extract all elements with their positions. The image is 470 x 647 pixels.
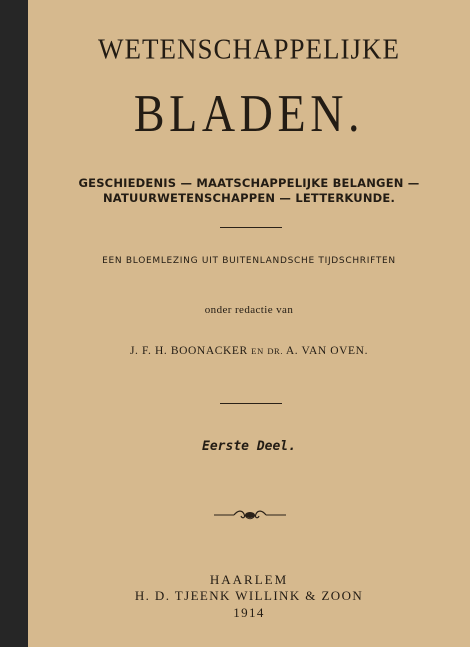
editors-intro: onder redactie van <box>204 304 294 316</box>
imprint-publisher: H. D. TJEENK WILLINK & ZOON <box>134 588 364 603</box>
editors-line <box>28 345 470 357</box>
divider-rule-top <box>220 227 282 228</box>
editor-first: J. F. H. BOONACKER <box>129 345 248 357</box>
editor-second: A. VAN OVEN. <box>285 345 369 357</box>
book-spine-edge <box>0 0 28 647</box>
subjects-line-2: NATUURWETENSCHAPPEN — LETTERKUNDE. <box>102 191 396 205</box>
editor-title-dr: DR. <box>267 346 284 356</box>
volume-label: Eerste Deel. <box>202 439 296 454</box>
anthology-subtitle: EEN BLOEMLEZING UIT BUITENLANDSCHE TIJDSCHRIFTEN <box>102 256 396 266</box>
title-line-1: WETENSCHAPPELIJKE <box>98 33 400 65</box>
ornament-flourish-icon <box>212 507 288 523</box>
editors-conjunction: EN <box>251 346 264 356</box>
title-line-2: BLADEN. <box>133 83 365 143</box>
divider-rule-middle <box>220 403 282 404</box>
imprint-year: 1914 <box>233 605 265 620</box>
imprint-city: HAARLEM <box>209 572 289 587</box>
title-page-content <box>28 0 470 647</box>
subjects-line-1: GESCHIEDENIS — MAATSCHAPPELIJKE BELANGEN — <box>78 176 420 190</box>
